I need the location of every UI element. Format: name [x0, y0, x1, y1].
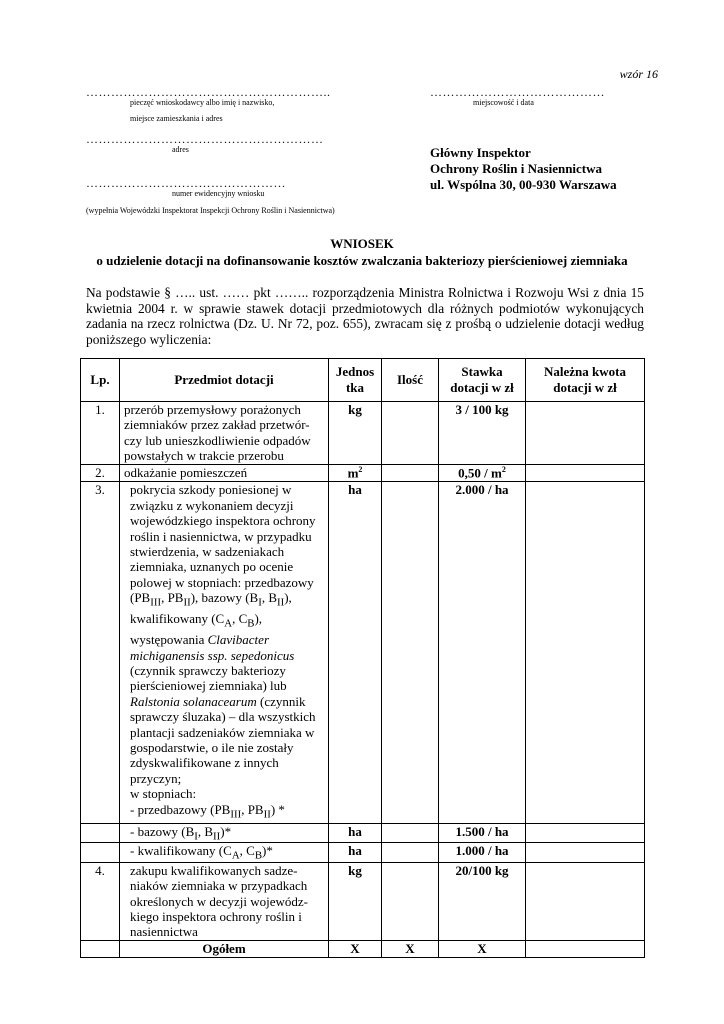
row-1-quantity[interactable]	[382, 402, 439, 465]
table-row: 3. pokrycia szkody poniesionej w związku z wykonaniem decyzji wojewódzkiego inspektora ochrony roślin i nasiennictwa, w przypadku stwierdzenia, w sadzeniakach ziemniaka, uznanych po ocenie polowej w stopniach: przedbazowy ($PB_{III}$, $PB_{II}$), bazowy ($B_I$, $B_{II}$), kwalifikowany ($C_A$, $C_B$), występowania Clavibacter michiganensis ssp. sepedonicus (czynnik sprawczy bakteriozy pierścieniowej ziemniaka) lub Ralstonia solanacearum (czynnik sprawczy śluzaka) – dla wszystkich plantacji sadzeniaków ziemniaka w gospodarstwie, o ile nie zostały zdyskwalifikowane z innych przyczyn; w stopniach: - przedbazowy ($PB_{III}$, $PB_{II}$) * ha 2.000 / ha	[81, 482, 645, 823]
record-number-field[interactable]: …………………………………………	[86, 176, 286, 190]
form-number: wzór 16	[619, 67, 658, 81]
document-subtitle: o udzielenie dotacji na dofinansowanie kosztów zwalczania bakteriozy pierścieniowej ziemniaka	[96, 253, 628, 268]
address-label: adres	[172, 145, 189, 154]
table-row: 2. odkażanie pomieszczeń $m^2$ $0,50 / m^2$	[81, 465, 645, 482]
row-1-amount[interactable]	[526, 402, 645, 465]
row-1-subject: przerób przemysłowy porażonych ziemniaków przez zakład przetwór-czy lub unieszkodliwienie odpadów powstałych w trakcie przerobu	[120, 402, 329, 465]
table-header-row	[81, 359, 645, 402]
document-title: WNIOSEK	[330, 236, 394, 251]
row-3b-amount[interactable]	[526, 823, 645, 843]
row-4-quantity[interactable]	[382, 862, 439, 940]
addressee-line-1: Główny Inspektor	[430, 145, 531, 160]
row-2-quantity[interactable]	[382, 465, 439, 482]
col-amount-due: Należna kwota dotacji w zł	[526, 359, 645, 402]
col-lp: Lp.	[81, 359, 120, 402]
table-row: 4. zakupu kwalifikowanych sadze-niaków ziemniaka w przypadkach określonych w decyzji wojewódz-kiego inspektora ochrony roślin i nasiennictwa kg 20/100 kg	[81, 862, 645, 940]
row-4-subject: zakupu kwalifikowanych sadze-niaków ziemniaka w przypadkach określonych w decyzji wojewódz-kiego inspektora ochrony roślin i nasiennictwa	[120, 862, 329, 940]
addressee-line-2: Ochrony Roślin i Nasiennictwa	[430, 161, 603, 176]
row-3a-amount[interactable]	[526, 482, 645, 823]
row-4-amount[interactable]	[526, 862, 645, 940]
row-3c-amount[interactable]	[526, 843, 645, 863]
col-subject: Przedmiot dotacji	[120, 359, 329, 402]
col-unit: Jednos tka	[329, 359, 382, 402]
record-number-label: numer ewidencyjny wniosku	[172, 189, 265, 198]
table-row: - kwalifikowany ($C_A$, $C_B)*$ ha 1.000 / ha	[81, 843, 645, 863]
row-2-subject: odkażanie pomieszczeń	[120, 465, 329, 482]
table-row: - bazowy ($B_I$, $B_{II})*$ ha 1.500 / ha	[81, 823, 645, 843]
residence-label: miejsce zamieszkania i adres	[130, 114, 223, 123]
total-row: Ogółem X X X	[81, 940, 645, 957]
col-rate: Stawka dotacji w zł	[439, 359, 526, 402]
inspectorate-note: (wypełnia Wojewódzki Inspektorat Inspekcji Ochrony Roślin i Nasiennictwa)	[86, 206, 335, 215]
col-quantity: Ilość	[382, 359, 439, 402]
total-amount[interactable]	[526, 940, 645, 957]
row-3c-quantity[interactable]	[382, 843, 439, 863]
total-label: Ogółem	[120, 940, 329, 957]
row-3-subject: pokrycia szkody poniesionej w związku z wykonaniem decyzji wojewódzkiego inspektora ochrony roślin i nasiennictwa, w przypadku stwierdzenia, w sadzeniakach ziemniaka, uznanych po ocenie polowej w stopniach: przedbazowy ($PB_{III}$, $PB_{II}$), bazowy ($B_I$, $B_{II}$), kwalifikowany ($C_A$, $C_B$), występowania Clavibacter michiganensis ssp. sepedonicus (czynnik sprawczy bakteriozy pierścieniowej ziemniaka) lub Ralstonia solanacearum (czynnik sprawczy śluzaka) – dla wszystkich plantacji sadzeniaków ziemniaka w gospodarstwie, o ile nie zostały zdyskwalifikowane z innych przyczyn; w stopniach: - przedbazowy ($PB_{III}$, $PB_{II}$) *	[120, 482, 329, 823]
address-field[interactable]: …………………………………………………	[86, 132, 324, 146]
place-date-label: miejscowość i data	[473, 98, 534, 107]
row-3b-quantity[interactable]	[382, 823, 439, 843]
addressee-block	[430, 145, 617, 193]
row-3a-quantity[interactable]	[382, 482, 439, 823]
table-row: 1. przerób przemysłowy porażonych ziemniaków przez zakład przetwór-czy lub unieszkodliwienie odpadów powstałych w trakcie przerobu kg 3 / 100 kg	[81, 402, 645, 465]
place-date-field[interactable]: ……………………………………	[430, 85, 605, 99]
intro-paragraph: Na podstawie § ….. ust. …… pkt …….. rozporządzenia Ministra Rolnictwa i Rozwoju Wsi z dnia 15 kwietnia 2004 r. w sprawie stawek dotacji przedmiotowych dla różnych podmiotów wykonujących zadania na rzecz rolnictwa (Dz. U. Nr 72, poz. 655), zwracam się z prośbą o udzielenie dotacji według poniższego wyliczenia:	[86, 285, 644, 347]
subsidy-table	[80, 358, 645, 958]
stamp-name-label: pieczęć wnioskodawcy albo imię i nazwisko,	[130, 98, 275, 107]
addressee-line-3: ul. Wspólna 30, 00-930 Warszawa	[430, 177, 617, 192]
stamp-name-field[interactable]: …………………………………………………..	[86, 85, 331, 99]
row-2-amount[interactable]	[526, 465, 645, 482]
